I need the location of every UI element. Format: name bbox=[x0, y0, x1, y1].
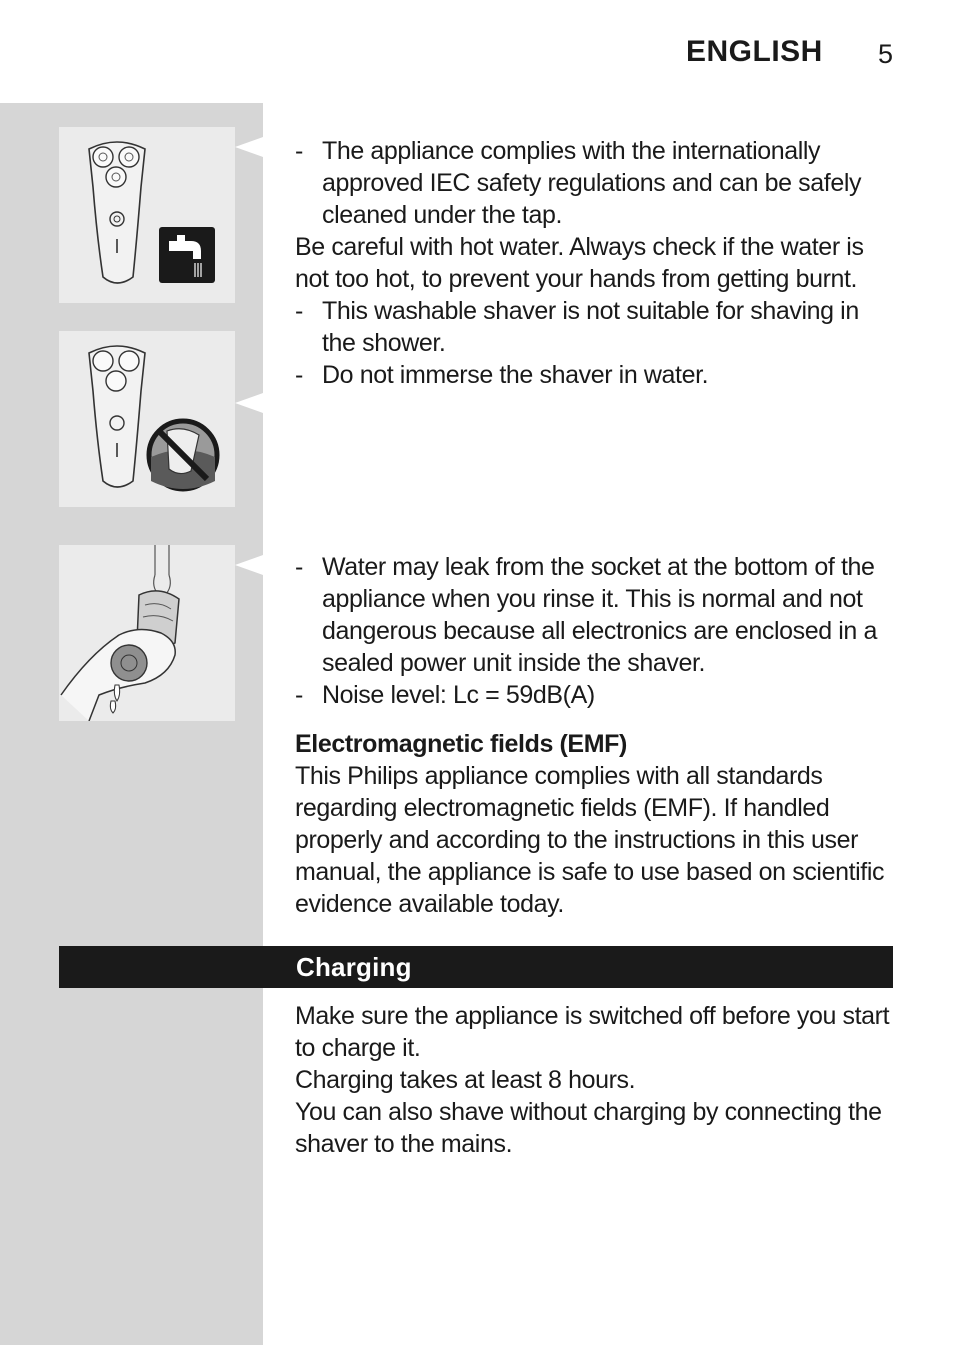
charging-section bbox=[295, 1000, 895, 1160]
paragraph: Be careful with hot water. Always check if the water is not too hot, to prevent your hands from getting burnt. bbox=[295, 233, 864, 293]
shaver-no-immersion-icon bbox=[59, 331, 235, 507]
paragraph: Charging takes at least 8 hours. bbox=[295, 1066, 636, 1094]
emf-section bbox=[295, 728, 895, 920]
emf-heading: Electromagnetic fields (EMF) bbox=[295, 730, 627, 758]
charging-section-bar bbox=[59, 946, 893, 988]
figure-rinse bbox=[59, 545, 235, 721]
list-item: - Do not immerse the shaver in water. bbox=[295, 361, 709, 389]
figure-shaver-tap bbox=[59, 127, 235, 303]
language-header: ENGLISH bbox=[686, 35, 823, 68]
leak-section bbox=[295, 551, 895, 711]
rinse-under-tap-icon bbox=[59, 545, 235, 721]
figure-pointer bbox=[235, 137, 263, 157]
safety-section bbox=[295, 135, 895, 391]
list-item: - Water may leak from the socket at the bottom of the appliance when you rinse it. This is normal and not dangerous because all electronics are enclosed in a sealed power unit inside the shaver. bbox=[295, 553, 877, 677]
list-item: - The appliance complies with the internationally approved IEC safety regulations and can be safely cleaned under the tap. bbox=[295, 137, 862, 229]
paragraph: You can also shave without charging by connecting the shaver to the mains. bbox=[295, 1098, 882, 1158]
paragraph: Make sure the appliance is switched off before you start to charge it. bbox=[295, 1002, 890, 1062]
list-item: - This washable shaver is not suitable for shaving in the shower. bbox=[295, 297, 859, 357]
emf-body: This Philips appliance complies with all standards regarding electromagnetic fields (EMF). If handled properly and according to the instructions in this user manual, the appliance is safe to use based on scientific evidence available today. bbox=[295, 762, 885, 918]
list-item: - Noise level: Lc = 59dB(A) bbox=[295, 681, 595, 709]
figure-shaver-no-immersion bbox=[59, 331, 235, 507]
charging-title: Charging bbox=[296, 952, 412, 982]
figure-pointer bbox=[235, 393, 263, 413]
page-number: 5 bbox=[878, 39, 894, 69]
figure-pointer bbox=[235, 555, 263, 575]
shaver-tap-icon bbox=[59, 127, 235, 303]
